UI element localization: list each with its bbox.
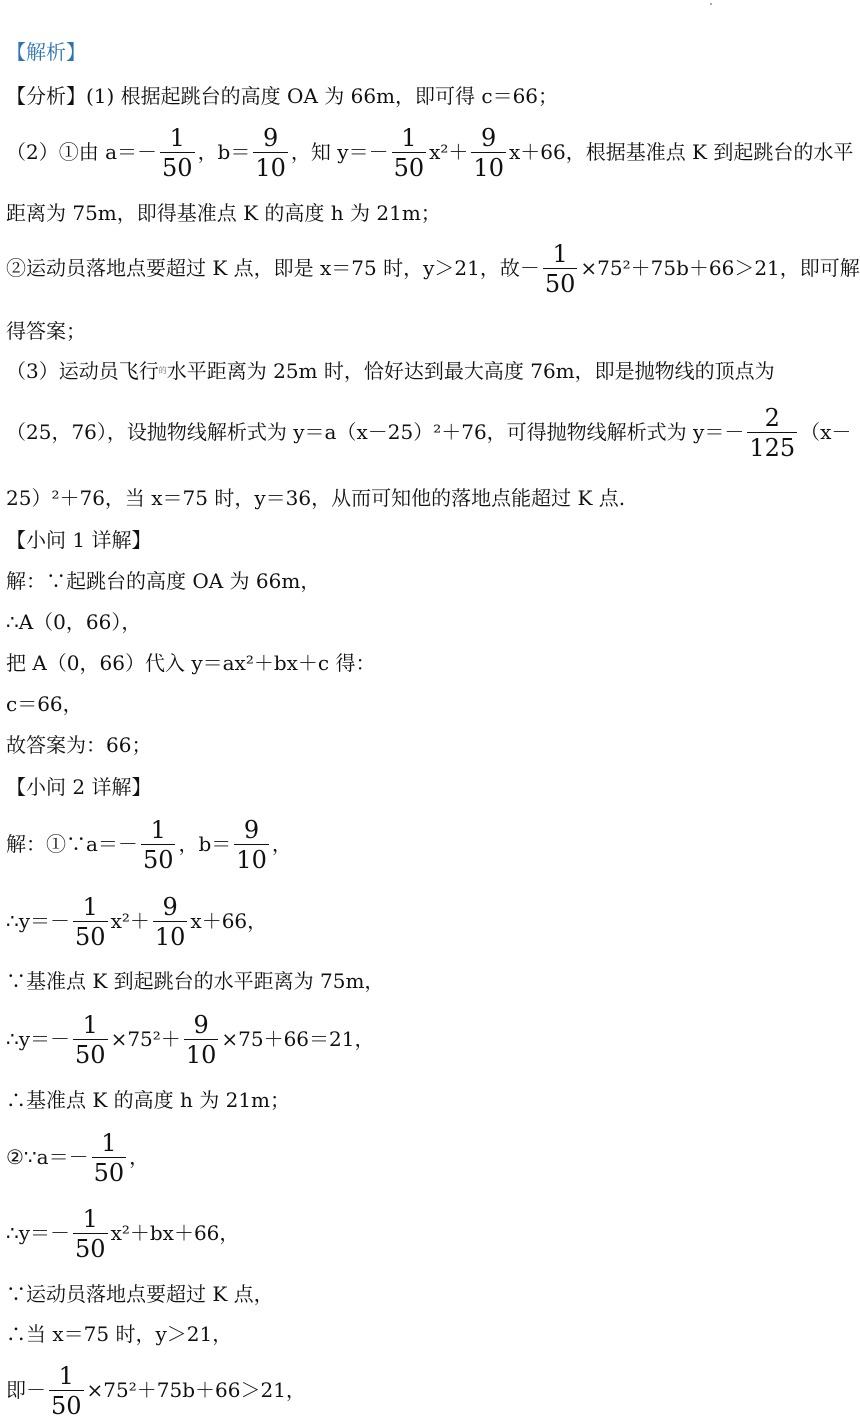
denominator: 10 (255, 154, 286, 182)
fraction (73, 893, 108, 952)
text: x²＋ (110, 909, 150, 933)
numerator: 1 (543, 240, 578, 269)
numerator: 9 (253, 124, 288, 153)
denominator: 10 (185, 1041, 217, 1069)
scan-dot (710, 3, 712, 5)
denominator: 10 (154, 923, 186, 951)
fraction (160, 124, 195, 183)
text: ，知 y＝－ (290, 140, 389, 164)
denominator: 10 (473, 154, 504, 182)
text: x＋66， (190, 909, 268, 933)
q2-line-9: ∴当 x＝75 时，y＞21， (6, 1322, 233, 1346)
q1-line-1: 解：∵起跳台的高度 OA 为 66m， (6, 569, 321, 593)
denominator: 50 (75, 1041, 106, 1069)
denominator: 50 (162, 154, 193, 182)
q1-line-2: ∴A（0，66）， (6, 610, 142, 634)
fraction (747, 404, 797, 463)
analysis-part-3 (6, 240, 860, 299)
numerator: 9 (184, 1011, 219, 1040)
text: ×75²＋ (110, 1027, 181, 1051)
q2-line-2 (6, 893, 826, 952)
fraction (73, 1011, 108, 1070)
numerator: 1 (49, 1362, 84, 1391)
q1-title: 【小问 1 详解】 (6, 528, 152, 552)
text: ②运动员落地点要超过 K 点，即是 x＝75 时，y＞21，故－ (6, 256, 540, 280)
numerator: 1 (392, 124, 427, 153)
text: ∴y＝－ (6, 1027, 71, 1051)
fraction (73, 1205, 108, 1264)
q2-line-1 (6, 816, 826, 875)
fraction (92, 1129, 127, 1188)
text: ×75＋66＝21， (221, 1027, 375, 1051)
fraction (234, 816, 269, 875)
fraction (153, 893, 188, 952)
denominator: 50 (142, 846, 174, 874)
fraction (184, 1011, 219, 1070)
text: ∴y＝－ (6, 1221, 71, 1245)
numerator: 9 (153, 893, 188, 922)
denominator: 50 (75, 923, 106, 951)
q2-line-8: ∵运动员落地点要超过 K 点， (6, 1282, 274, 1306)
text: ②∵a＝－ (6, 1145, 89, 1169)
fraction (392, 124, 427, 183)
text: 即－ (6, 1378, 46, 1402)
text: 解：①∵a＝－ (6, 832, 138, 856)
text: （2）①由 a＝－ (6, 140, 158, 164)
fraction (141, 816, 176, 875)
text: （25，76），设抛物线解析式为 y＝a（x－25）²＋76，可得抛物线解析式为 y＝－ (6, 420, 745, 444)
numerator: 1 (73, 1205, 108, 1234)
text: （3）运动员飞行 (6, 359, 159, 383)
denominator: 50 (393, 154, 425, 182)
numerator: 1 (73, 893, 108, 922)
q1-line-4: c＝66， (6, 692, 83, 716)
fraction (253, 124, 288, 183)
q2-line-7 (6, 1205, 826, 1264)
q2-line-6 (6, 1129, 826, 1188)
analysis-heading: 【解析】 (6, 40, 86, 64)
text: （x－ (800, 420, 852, 444)
q2-title: 【小问 2 详解】 (6, 775, 152, 799)
analysis-part-2b: 距离为 75m，即得基准点 K 的高度 h 为 21m； (6, 201, 441, 225)
numerator: 1 (160, 124, 195, 153)
tiny-mark: 的 (158, 366, 167, 375)
text: ，b＝ (178, 832, 232, 856)
q2-line-3: ∵基准点 K 到起跳台的水平距离为 75m， (6, 969, 385, 993)
numerator: 1 (73, 1011, 108, 1040)
denominator: 10 (236, 846, 267, 874)
numerator: 2 (747, 404, 797, 433)
text: x＋66，根据基准点 K 到起跳台的水平 (508, 140, 854, 164)
text: ， (271, 832, 292, 856)
q2-line-4 (6, 1011, 826, 1070)
text: ×75²＋75b＋66＞21， (86, 1378, 306, 1402)
denominator: 125 (749, 434, 796, 462)
analysis-part-6: 25）²＋76，当 x＝75 时，y＝36，从而可知他的落地点能超过 K 点. (6, 486, 626, 510)
text: x²＋bx＋66， (110, 1221, 240, 1245)
analysis-part-1: 【分析】(1) 根据起跳台的高度 OA 为 66m，即可得 c＝66； (6, 84, 559, 108)
analysis-part-4 (6, 359, 826, 383)
analysis-part-2 (6, 124, 854, 183)
denominator: 50 (75, 1235, 106, 1263)
analysis-part-3b: 得答案； (6, 319, 86, 343)
q1-line-5: 故答案为：66； (6, 733, 152, 757)
denominator: 50 (51, 1392, 82, 1420)
text: ×75²＋75b＋66＞21，即可解 (580, 256, 860, 280)
denominator: 50 (93, 1159, 125, 1187)
analysis-part-5 (6, 404, 852, 463)
text: 水平距离为 25m 时，恰好达到最大高度 76m，即是抛物线的顶点为 (166, 359, 775, 383)
q2-line-10 (6, 1362, 826, 1421)
q2-line-5: ∴基准点 K 的高度 h 为 21m； (6, 1088, 291, 1112)
fraction (471, 124, 506, 183)
numerator: 1 (141, 816, 176, 845)
fraction (543, 240, 578, 299)
text: x²＋ (429, 140, 469, 164)
q1-line-3: 把 A（0，66）代入 y＝ax²＋bx＋c 得： (6, 651, 376, 675)
numerator: 9 (234, 816, 269, 845)
text: ， (129, 1145, 150, 1169)
denominator: 50 (544, 270, 576, 298)
text: ∴y＝－ (6, 909, 71, 933)
text: ，b＝ (197, 140, 251, 164)
fraction (49, 1362, 84, 1421)
numerator: 1 (92, 1129, 127, 1158)
numerator: 9 (471, 124, 506, 153)
